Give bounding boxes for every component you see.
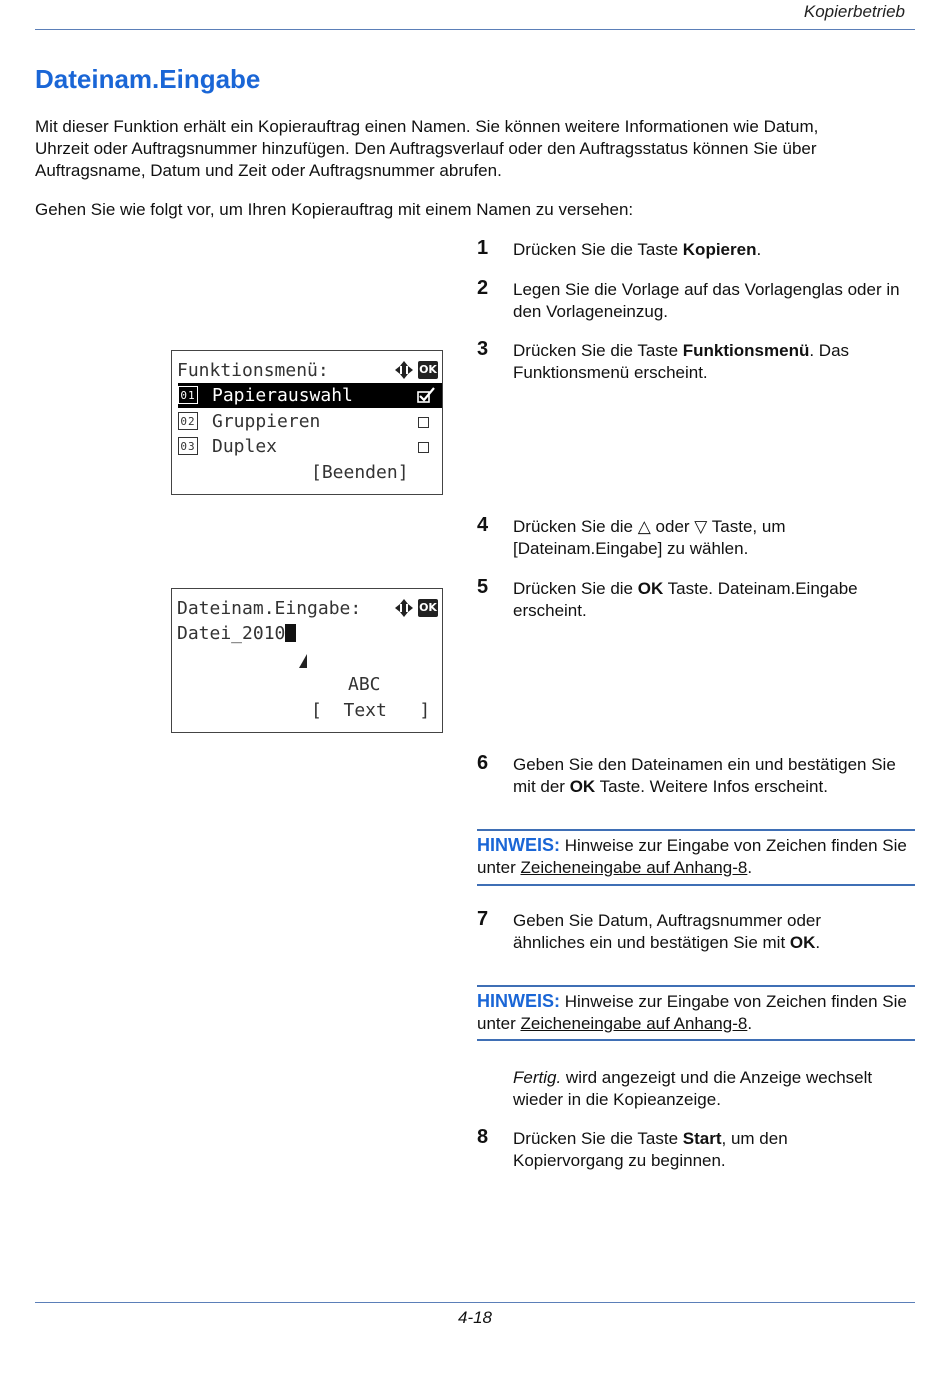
intro-paragraph xyxy=(35,116,905,182)
step-number: 5 xyxy=(477,576,489,598)
exit-softkey[interactable]: [Beenden] xyxy=(311,462,409,483)
cursor-marker-icon xyxy=(298,652,308,666)
up-arrow-icon: △ xyxy=(637,517,651,536)
note-label: HINWEIS: xyxy=(477,835,560,855)
lcd-menu-item-papierauswahl[interactable] xyxy=(178,383,442,408)
note-bottom-rule xyxy=(477,884,915,886)
page-title: Dateinam.Eingabe xyxy=(35,64,261,94)
note-box-1: HINWEIS: Hinweise zur Eingabe von Zeichen finden Sie unter Zeicheneingabe auf Anhang-8. xyxy=(477,835,907,877)
note-top-rule xyxy=(477,829,915,831)
item-number-badge: 02 xyxy=(178,412,198,430)
note-bottom-rule xyxy=(477,1039,915,1041)
instruction-text: Gehen Sie wie folgt vor, um Ihren Kopierauftrag mit einem Namen zu versehen: xyxy=(35,200,634,219)
text-softkey[interactable]: [ Text ] xyxy=(311,700,431,721)
step-number: 2 xyxy=(477,277,489,299)
lcd-title: Funktionsmenü: xyxy=(177,360,329,381)
four-way-arrow-icon xyxy=(394,360,414,380)
step-number: 6 xyxy=(477,752,489,774)
lcd-title: Dateinam.Eingabe: xyxy=(177,598,362,619)
file-name-input[interactable] xyxy=(177,621,296,646)
ok-key-icon: OK xyxy=(418,361,438,379)
checked-checkbox-icon xyxy=(416,386,436,404)
lcd-title-row xyxy=(172,358,442,383)
intro-line-3: Auftragsname, Datum und Zeit oder Auftragsnummer abrufen. xyxy=(35,161,502,180)
item-label: Papierauswahl xyxy=(212,385,353,406)
note-top-rule xyxy=(477,985,915,987)
unchecked-checkbox-icon xyxy=(418,442,429,453)
step-text: Drücken Sie die Taste Kopieren. xyxy=(513,240,762,259)
step-text: Fertig. wird angezeigt und die Anzeige wechselt wieder in die Kopieanzeige. xyxy=(513,1068,873,1109)
step-text: Drücken Sie die Taste Funktionsmenü. Das Funktionsmenü erscheint. xyxy=(513,341,850,382)
lcd-menu-item-gruppieren[interactable] xyxy=(172,409,442,434)
step-number: 1 xyxy=(477,237,489,259)
note-box-2: HINWEIS: Hinweise zur Eingabe von Zeichen finden Sie unter Zeicheneingabe auf Anhang-8. xyxy=(477,991,907,1033)
step-text: Drücken Sie die OK Taste. Dateinam.Eingabe erscheint. xyxy=(513,579,858,620)
down-arrow-icon: ▽ xyxy=(694,517,708,536)
lcd-file-name-entry xyxy=(171,588,443,733)
item-label: Duplex xyxy=(212,436,278,457)
step-number: 3 xyxy=(477,338,489,360)
page-number: 4-18 xyxy=(457,1308,493,1327)
lcd-softkey-row xyxy=(172,460,442,485)
unchecked-checkbox-icon xyxy=(418,417,429,428)
step-number: 4 xyxy=(477,514,489,536)
note-label: HINWEIS: xyxy=(477,991,560,1011)
running-header: Kopierbetrieb xyxy=(803,2,905,21)
lcd-softkey-row xyxy=(172,698,442,723)
intro-line-1: Mit dieser Funktion erhält ein Kopierauftrag einen Namen. Sie können weitere Informationen wie Datum, xyxy=(35,117,819,136)
step-text: Drücken Sie die Taste Start, um den Kopiervorgang zu beginnen. xyxy=(513,1129,788,1170)
lcd-title-row xyxy=(172,596,442,621)
ok-key-icon: OK xyxy=(418,599,438,617)
file-name-value: Datei_2010 xyxy=(177,623,286,644)
item-label: Gruppieren xyxy=(212,411,321,432)
header-rule xyxy=(35,29,915,30)
lcd-function-menu xyxy=(171,350,443,495)
step-text: Legen Sie die Vorlage auf das Vorlagenglas oder in den Vorlageneinzug. xyxy=(513,280,900,321)
step-text: Geben Sie den Dateinamen ein und bestätigen Sie mit der OK Taste. Weitere Infos erscheint. xyxy=(513,755,896,796)
lcd-mode-row xyxy=(172,672,442,697)
step-number: 8 xyxy=(477,1126,489,1148)
footer-rule xyxy=(35,1302,915,1303)
item-number-badge: 03 xyxy=(178,437,198,455)
lcd-input-row[interactable] xyxy=(172,621,442,646)
intro-line-2: Uhrzeit oder Auftragsnummer hinzufügen. Den Auftragsverlauf oder den Auftragsstatus können Sie über xyxy=(35,139,817,158)
lcd-menu-item-duplex[interactable] xyxy=(172,434,442,459)
appendix-link[interactable]: Zeicheneingabe auf Anhang-8 xyxy=(520,1014,748,1033)
step-text: Geben Sie Datum, Auftragsnummer oder ähnliches ein und bestätigen Sie mit OK. xyxy=(513,911,822,952)
text-cursor xyxy=(285,624,296,642)
four-way-arrow-icon xyxy=(394,598,414,618)
input-mode-indicator: ABC xyxy=(348,674,381,695)
item-number-badge: 01 xyxy=(178,386,198,404)
step-text: Drücken Sie die △ oder ▽ Taste, um [Dateinam.Eingabe] zu wählen. xyxy=(513,517,786,558)
step-number: 7 xyxy=(477,908,489,930)
appendix-link[interactable]: Zeicheneingabe auf Anhang-8 xyxy=(520,858,748,877)
